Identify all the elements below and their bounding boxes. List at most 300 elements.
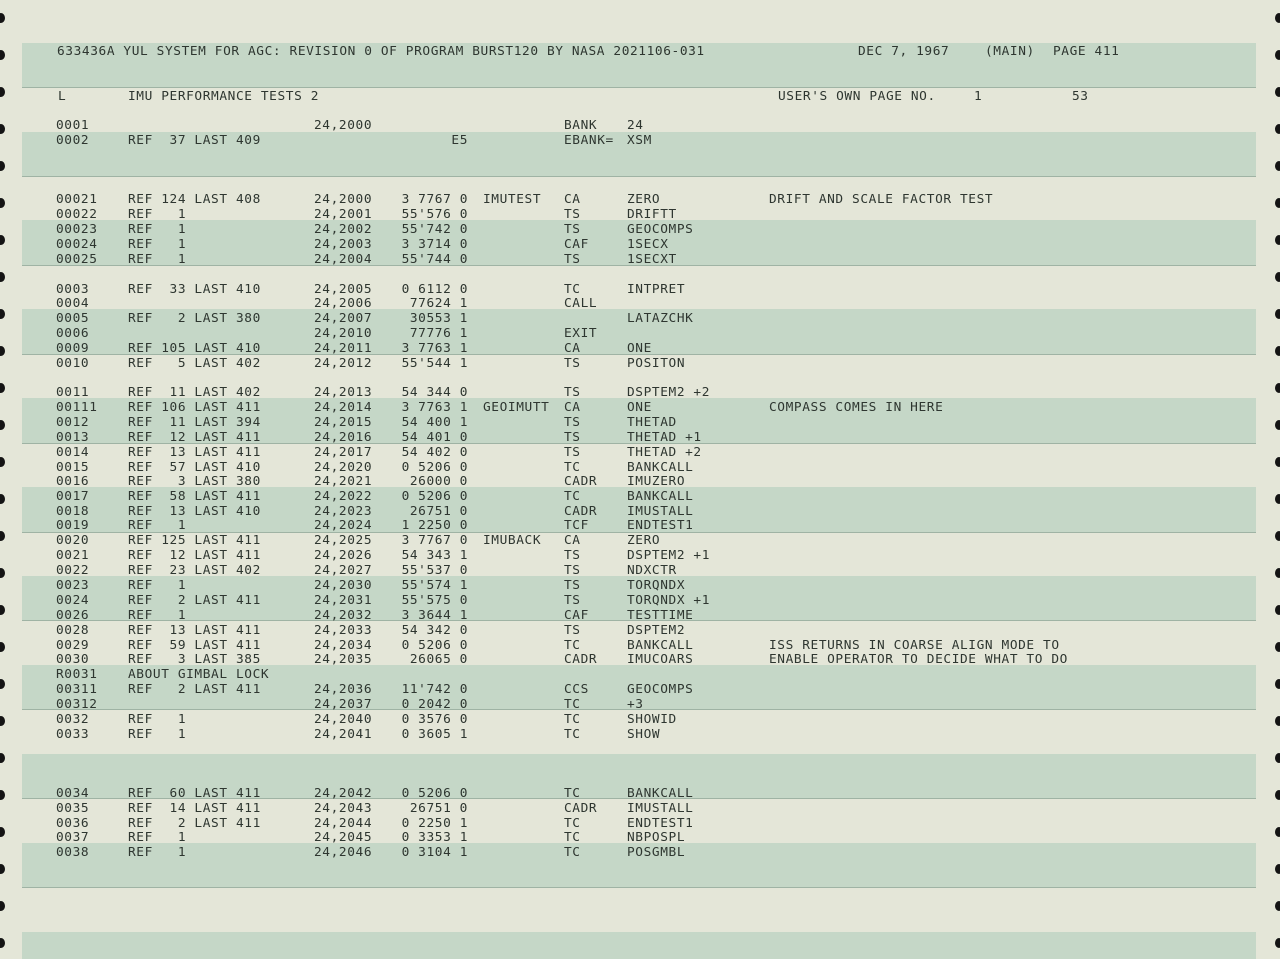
operand: ZERO [627, 192, 661, 207]
opcode: TS [564, 445, 581, 460]
octal-word: 54 402 0 [401, 445, 468, 460]
listing-date: DEC 7, 1967 [858, 44, 950, 59]
ref-field: REF 1 [128, 712, 187, 727]
listing-header-title: 633436A YUL SYSTEM FOR AGC: REVISION 0 OF PROGRAM BURST120 BY NASA 2021106-031 [57, 44, 705, 59]
address-field: 24,2020 [314, 460, 373, 475]
feed-hole [1275, 272, 1280, 282]
opcode: TS [564, 563, 581, 578]
opcode: CAF [564, 237, 589, 252]
ref-field: REF 1 [128, 845, 187, 860]
line-number: 0029 [56, 638, 90, 653]
octal-word: 0 5206 0 [401, 638, 468, 653]
address-field: 24,2000 [314, 192, 373, 207]
ref-field: REF 37 LAST 409 [128, 133, 261, 148]
operand: 1SECX [627, 237, 669, 252]
feed-hole [0, 827, 5, 837]
operand: TESTTIME [627, 608, 694, 623]
address-field: 24,2004 [314, 252, 373, 267]
address-field: 24,2000 [314, 118, 373, 133]
feed-hole [1275, 161, 1280, 171]
line-number: 0038 [56, 845, 90, 860]
line-number: 0004 [56, 296, 90, 311]
octal-word: 54 343 1 [401, 548, 468, 563]
greenbar-rule [22, 176, 1256, 177]
operand: DSPTEM2 +2 [627, 385, 711, 400]
feed-hole [0, 87, 5, 97]
feed-hole [0, 124, 5, 134]
line-number: 0002 [56, 133, 90, 148]
ref-field: REF 12 LAST 411 [128, 548, 261, 563]
comment: COMPASS COMES IN HERE [769, 400, 944, 415]
address-field: 24,2026 [314, 548, 373, 563]
feed-hole [0, 605, 5, 615]
address-field: 24,2031 [314, 593, 373, 608]
feed-hole [0, 901, 5, 911]
address-field: 24,2043 [314, 801, 373, 816]
greenbar-band [22, 932, 1256, 959]
ref-field: REF 57 LAST 410 [128, 460, 261, 475]
operand: ONE [627, 341, 652, 356]
greenbar-rule [22, 887, 1256, 888]
ref-field: REF 1 [128, 207, 187, 222]
feed-hole [1275, 827, 1280, 837]
opcode: CA [564, 192, 581, 207]
feed-hole [1275, 790, 1280, 800]
feed-hole [1275, 864, 1280, 874]
line-number: 0024 [56, 593, 90, 608]
line-number: 00025 [56, 252, 98, 267]
feed-hole [1275, 50, 1280, 60]
feed-hole [0, 457, 5, 467]
operand: ENDTEST1 [627, 518, 694, 533]
line-number: 0028 [56, 623, 90, 638]
ref-field: REF 59 LAST 411 [128, 638, 261, 653]
operand: GEOCOMPS [627, 222, 694, 237]
operand: BANKCALL [627, 460, 694, 475]
address-field: 24,2044 [314, 816, 373, 831]
listing-section: (MAIN) [985, 44, 1035, 59]
ref-field: REF 13 LAST 410 [128, 504, 261, 519]
line-number: 00311 [56, 682, 98, 697]
octal-word: 3 7767 0 [401, 192, 468, 207]
octal-word: 55'742 0 [401, 222, 468, 237]
octal-word: 26751 0 [409, 801, 468, 816]
line-number: 0017 [56, 489, 90, 504]
octal-word: 3 7763 1 [401, 341, 468, 356]
comment: ISS RETURNS IN COARSE ALIGN MODE TO [769, 638, 1060, 653]
feed-hole [0, 13, 5, 23]
operand: POSGMBL [627, 845, 686, 860]
address-field: 24,2025 [314, 533, 373, 548]
operand: BANKCALL [627, 786, 694, 801]
ref-field: REF 1 [128, 237, 187, 252]
line-number: 00021 [56, 192, 98, 207]
address-field: 24,2007 [314, 311, 373, 326]
feed-hole [1275, 605, 1280, 615]
operand: ENDTEST1 [627, 816, 694, 831]
feed-hole [0, 494, 5, 504]
opcode: CADR [564, 652, 598, 667]
feed-hole [0, 568, 5, 578]
octal-word: 3 3644 1 [401, 608, 468, 623]
line-number: 0011 [56, 385, 90, 400]
octal-word: 0 2250 1 [401, 816, 468, 831]
feed-hole [1275, 198, 1280, 208]
address-field: 24,2001 [314, 207, 373, 222]
feed-hole [0, 790, 5, 800]
operand: IMUSTALL [627, 504, 694, 519]
octal-word: 77624 1 [409, 296, 468, 311]
opcode: EBANK= [564, 133, 614, 148]
opcode: TC [564, 816, 581, 831]
address-field: 24,2041 [314, 727, 373, 742]
octal-word: 0 5206 0 [401, 489, 468, 504]
ref-field: REF 1 [128, 608, 187, 623]
feed-hole [1275, 753, 1280, 763]
operand: POSITON [627, 356, 686, 371]
octal-word: 26751 0 [409, 504, 468, 519]
octal-word: 26065 0 [409, 652, 468, 667]
line-number: 0019 [56, 518, 90, 533]
operand: SHOWID [627, 712, 677, 727]
opcode: TS [564, 578, 581, 593]
line-number: 0013 [56, 430, 90, 445]
octal-word: 26000 0 [409, 474, 468, 489]
operand: ONE [627, 400, 652, 415]
address-field: 24,2021 [314, 474, 373, 489]
address-field: 24,2003 [314, 237, 373, 252]
octal-word: 54 342 0 [401, 623, 468, 638]
operand: 24 [627, 118, 644, 133]
feed-hole [0, 716, 5, 726]
opcode: TS [564, 207, 581, 222]
feed-hole [1275, 568, 1280, 578]
octal-word: 55'744 0 [401, 252, 468, 267]
line-number: 0012 [56, 415, 90, 430]
log-section-flag: L [58, 89, 67, 104]
feed-hole [0, 753, 5, 763]
address-field: 24,2015 [314, 415, 373, 430]
feed-hole [0, 272, 5, 282]
address-field: 24,2032 [314, 608, 373, 623]
ref-field: REF 5 LAST 402 [128, 356, 261, 371]
octal-word: 55'544 1 [401, 356, 468, 371]
line-number: 0037 [56, 830, 90, 845]
operand: 1SECXT [627, 252, 677, 267]
line-number: 0030 [56, 652, 90, 667]
ref-field: ABOUT GIMBAL LOCK [128, 667, 270, 682]
feed-hole [1275, 13, 1280, 23]
opcode: TC [564, 282, 581, 297]
ref-field: REF 1 [128, 578, 187, 593]
operand: ZERO [627, 533, 661, 548]
symbol-label: IMUTEST [483, 192, 542, 207]
address-field: 24,2046 [314, 845, 373, 860]
operand: INTPRET [627, 282, 686, 297]
opcode: TS [564, 623, 581, 638]
feed-hole [0, 346, 5, 356]
opcode: TS [564, 385, 581, 400]
opcode: TC [564, 489, 581, 504]
address-field: 24,2027 [314, 563, 373, 578]
ref-field: REF 2 LAST 380 [128, 311, 261, 326]
address-field: 24,2014 [314, 400, 373, 415]
ref-field: REF 2 LAST 411 [128, 816, 261, 831]
address-field: 24,2016 [314, 430, 373, 445]
octal-word: 54 400 1 [401, 415, 468, 430]
comment: DRIFT AND SCALE FACTOR TEST [769, 192, 994, 207]
octal-word: 77776 1 [409, 326, 468, 341]
line-number: 0023 [56, 578, 90, 593]
feed-hole [0, 864, 5, 874]
feed-hole [0, 198, 5, 208]
address-field: 24,2017 [314, 445, 373, 460]
ref-field: REF 23 LAST 402 [128, 563, 261, 578]
opcode: TC [564, 638, 581, 653]
ref-field: REF 1 [128, 727, 187, 742]
feed-hole [1275, 457, 1280, 467]
line-number: 0036 [56, 816, 90, 831]
operand: DRIFTT [627, 207, 677, 222]
operand: DSPTEM2 [627, 623, 686, 638]
octal-word: 3 7767 0 [401, 533, 468, 548]
ref-field: REF 13 LAST 411 [128, 623, 261, 638]
ref-field: REF 1 [128, 252, 187, 267]
users-page-number: 1 [974, 89, 983, 104]
feed-hole [1275, 642, 1280, 652]
opcode: TS [564, 415, 581, 430]
ref-field: REF 1 [128, 830, 187, 845]
operand: SHOW [627, 727, 661, 742]
greenbar-rule [22, 87, 1256, 88]
feed-hole [0, 309, 5, 319]
line-number: 0020 [56, 533, 90, 548]
symbol-label: IMUBACK [483, 533, 542, 548]
address-field: 24,2002 [314, 222, 373, 237]
line-number: 0033 [56, 727, 90, 742]
operand: LATAZCHK [627, 311, 694, 326]
feed-hole [1275, 87, 1280, 97]
octal-word: 55'575 0 [401, 593, 468, 608]
octal-word: 1 2250 0 [401, 518, 468, 533]
address-field: 24,2013 [314, 385, 373, 400]
page-number: PAGE 411 [1053, 44, 1120, 59]
opcode: CA [564, 341, 581, 356]
operand: THETAD [627, 415, 677, 430]
ref-field: REF 60 LAST 411 [128, 786, 261, 801]
opcode: CAF [564, 608, 589, 623]
feed-hole [1275, 901, 1280, 911]
operand: TORQNDX [627, 578, 686, 593]
address-field: 24,2012 [314, 356, 373, 371]
opcode: TS [564, 356, 581, 371]
line-number: 0026 [56, 608, 90, 623]
opcode: TC [564, 460, 581, 475]
feed-hole [0, 642, 5, 652]
ref-field: REF 125 LAST 411 [128, 533, 261, 548]
line-number: R0031 [56, 667, 98, 682]
line-number: 0003 [56, 282, 90, 297]
ref-field: REF 12 LAST 411 [128, 430, 261, 445]
feed-hole [0, 531, 5, 541]
octal-word: 55'574 1 [401, 578, 468, 593]
line-number: 0006 [56, 326, 90, 341]
feed-hole [1275, 420, 1280, 430]
opcode: CA [564, 400, 581, 415]
operand: +3 [627, 697, 644, 712]
line-number: 00111 [56, 400, 98, 415]
address-field: 24,2037 [314, 697, 373, 712]
octal-word: 0 3576 0 [401, 712, 468, 727]
address-field: 24,2023 [314, 504, 373, 519]
feed-hole [1275, 346, 1280, 356]
octal-word: 54 344 0 [401, 385, 468, 400]
ref-field: REF 106 LAST 411 [128, 400, 261, 415]
opcode: TC [564, 786, 581, 801]
line-number: 0001 [56, 118, 90, 133]
opcode: TS [564, 222, 581, 237]
operand: THETAD +1 [627, 430, 702, 445]
opcode: TC [564, 845, 581, 860]
line-number: 0022 [56, 563, 90, 578]
operand: IMUCOARS [627, 652, 694, 667]
octal-word: 11'742 0 [401, 682, 468, 697]
octal-word: 0 6112 0 [401, 282, 468, 297]
address-field: 24,2033 [314, 623, 373, 638]
operand: IMUZERO [627, 474, 686, 489]
users-page-code: 53 [1072, 89, 1089, 104]
address-field: 24,2042 [314, 786, 373, 801]
users-page-label: USER'S OWN PAGE NO. [778, 89, 936, 104]
octal-word: 0 3104 1 [401, 845, 468, 860]
operand: DSPTEM2 +1 [627, 548, 711, 563]
ref-field: REF 2 LAST 411 [128, 593, 261, 608]
address-field: 24,2022 [314, 489, 373, 504]
opcode: CCS [564, 682, 589, 697]
octal-word: 0 3353 1 [401, 830, 468, 845]
feed-hole [0, 235, 5, 245]
feed-hole [0, 420, 5, 430]
address-field: 24,2034 [314, 638, 373, 653]
line-number: 0016 [56, 474, 90, 489]
address-field: 24,2036 [314, 682, 373, 697]
address-field: 24,2030 [314, 578, 373, 593]
octal-word: 0 2042 0 [401, 697, 468, 712]
feed-hole [1275, 309, 1280, 319]
line-number: 00024 [56, 237, 98, 252]
opcode: CALL [564, 296, 598, 311]
feed-hole [1275, 679, 1280, 689]
feed-hole [1275, 124, 1280, 134]
feed-hole [0, 679, 5, 689]
feed-hole [1275, 531, 1280, 541]
address-field: 24,2005 [314, 282, 373, 297]
opcode: TCF [564, 518, 589, 533]
operand: BANKCALL [627, 638, 694, 653]
line-number: 00023 [56, 222, 98, 237]
line-number: 0010 [56, 356, 90, 371]
line-number: 00022 [56, 207, 98, 222]
feed-hole [1275, 716, 1280, 726]
ref-field: REF 2 LAST 411 [128, 682, 261, 697]
operand: BANKCALL [627, 489, 694, 504]
address-field: 24,2024 [314, 518, 373, 533]
line-number: 0034 [56, 786, 90, 801]
feed-hole [0, 383, 5, 393]
line-number: 0005 [56, 311, 90, 326]
opcode: BANK [564, 118, 598, 133]
octal-word: 55'576 0 [401, 207, 468, 222]
ref-field: REF 33 LAST 410 [128, 282, 261, 297]
line-number: 0035 [56, 801, 90, 816]
ref-field: REF 58 LAST 411 [128, 489, 261, 504]
opcode: TC [564, 697, 581, 712]
opcode: TS [564, 430, 581, 445]
octal-word: 55'537 0 [401, 563, 468, 578]
opcode: TC [564, 727, 581, 742]
operand: XSM [627, 133, 652, 148]
opcode: TC [564, 712, 581, 727]
ref-field: REF 3 LAST 385 [128, 652, 261, 667]
ref-field: REF 124 LAST 408 [128, 192, 261, 207]
feed-hole [0, 938, 5, 948]
feed-hole [1275, 235, 1280, 245]
line-number: 0021 [56, 548, 90, 563]
opcode: TS [564, 548, 581, 563]
opcode: TS [564, 252, 581, 267]
opcode: EXIT [564, 326, 598, 341]
octal-word: 0 5206 0 [401, 460, 468, 475]
opcode: CADR [564, 801, 598, 816]
line-number: 0032 [56, 712, 90, 727]
address-field: 24,2035 [314, 652, 373, 667]
line-number: 0018 [56, 504, 90, 519]
address-field: 24,2010 [314, 326, 373, 341]
line-number: 0015 [56, 460, 90, 475]
operand: GEOCOMPS [627, 682, 694, 697]
feed-hole [1275, 494, 1280, 504]
ref-field: REF 14 LAST 411 [128, 801, 261, 816]
octal-word: 3 3714 0 [401, 237, 468, 252]
octal-word: 3 7763 1 [401, 400, 468, 415]
line-number: 0009 [56, 341, 90, 356]
operand: THETAD +2 [627, 445, 702, 460]
address-field: 24,2006 [314, 296, 373, 311]
log-section-title: IMU PERFORMANCE TESTS 2 [128, 89, 320, 104]
opcode: CADR [564, 504, 598, 519]
operand: NDXCTR [627, 563, 677, 578]
ref-field: REF 105 LAST 410 [128, 341, 261, 356]
opcode: TS [564, 593, 581, 608]
opcode: CA [564, 533, 581, 548]
opcode: TC [564, 830, 581, 845]
ref-field: REF 13 LAST 411 [128, 445, 261, 460]
line-number: 0014 [56, 445, 90, 460]
ref-field: REF 11 LAST 402 [128, 385, 261, 400]
symbol-label: GEOIMUTT [483, 400, 550, 415]
octal-word: 54 401 0 [401, 430, 468, 445]
operand: TORQNDX +1 [627, 593, 711, 608]
operand: IMUSTALL [627, 801, 694, 816]
feed-hole [1275, 938, 1280, 948]
operand: NBPOSPL [627, 830, 686, 845]
octal-word: 30553 1 [409, 311, 468, 326]
line-number: 00312 [56, 697, 98, 712]
ref-field: REF 11 LAST 394 [128, 415, 261, 430]
ref-field: REF 3 LAST 380 [128, 474, 261, 489]
octal-word: 0 3605 1 [401, 727, 468, 742]
comment: ENABLE OPERATOR TO DECIDE WHAT TO DO [769, 652, 1068, 667]
